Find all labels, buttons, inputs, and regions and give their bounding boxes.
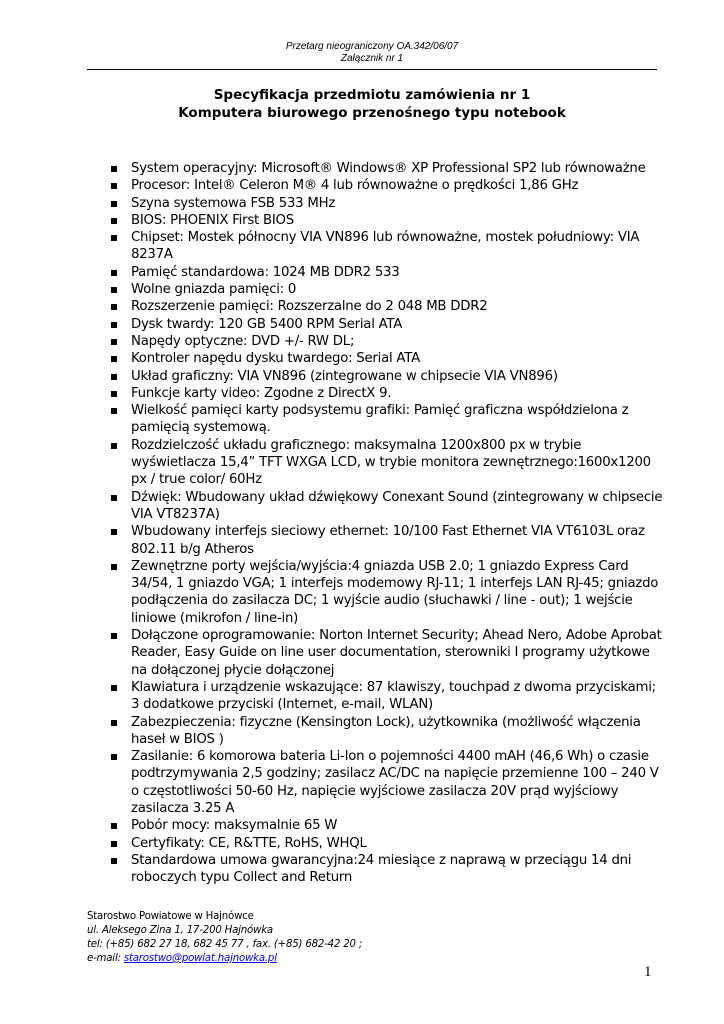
footer-email-link[interactable]: starostwo@powiat.hajnowka.pl	[123, 953, 277, 964]
spec-item	[88, 835, 668, 852]
spec-item-text: Wbudowany interfejs sieciowy ethernet: 10/100 Fast Ethernet VIA VT6103L oraz 802.11 b/g Atheros	[131, 524, 645, 557]
page-footer	[87, 910, 507, 966]
spec-item	[88, 281, 668, 298]
spec-item	[88, 385, 668, 402]
page-header	[87, 41, 657, 65]
square-bullet-icon	[111, 685, 117, 691]
spec-item-text: Szyna systemowa FSB 533 MHz	[131, 195, 336, 211]
spec-item	[88, 679, 668, 714]
spec-item-text: Dołączone oprogramowanie: Norton Internet Security; Ahead Nero, Adobe Aprobat Reader, Easy Guide on line user documentation, sterowniki I programy użytkowe na dołączonej płycie dołączonej	[131, 628, 662, 678]
spec-item-text: Certyfikaty: CE, R&TTE, RoHS, WHQL	[131, 835, 367, 851]
spec-item	[88, 264, 668, 281]
spec-item	[88, 160, 668, 177]
square-bullet-icon	[111, 322, 117, 328]
square-bullet-icon	[111, 201, 117, 207]
header-tender-reference: Przetarg nieograniczony OA.342/06/07	[285, 41, 459, 52]
page-number: 1	[644, 964, 652, 980]
spec-item-text: Zabezpieczenia: fizyczne (Kensington Lock), użytkownika (możliwość włączenia haseł w BIOS )	[131, 714, 641, 747]
square-bullet-icon	[111, 391, 117, 397]
header-divider	[87, 69, 657, 70]
square-bullet-icon	[111, 287, 117, 293]
square-bullet-icon	[111, 235, 117, 241]
spec-item	[88, 316, 668, 333]
spec-item	[88, 333, 668, 350]
square-bullet-icon	[111, 823, 117, 829]
title-line-1: Specyfikacja przedmiotu zamówienia nr 1	[213, 87, 531, 103]
square-bullet-icon	[111, 304, 117, 310]
document-title	[87, 86, 657, 122]
spec-item	[88, 558, 668, 627]
spec-item-text: Zasilanie: 6 komorowa bateria Li-Ion o pojemności 4400 mAH (46,6 Wh) o czasie podtrzymywania 2,5 godziny; zasilacz AC/DC na napięcie przemienne 100 – 240 V o częstotliwości 50-60 Hz, napięcie wyjściowe zasilacza 20V prąd wyjściowy zasilacza 3.25 A	[131, 749, 659, 816]
spec-item	[88, 212, 668, 229]
footer-organization: Starostwo Powiatowe w Hajnówce	[87, 911, 254, 922]
spec-item	[88, 714, 668, 749]
spec-item-text: Procesor: Intel® Celeron M® 4 lub równoważne o prędkości 1,86 GHz	[131, 178, 579, 194]
square-bullet-icon	[111, 356, 117, 362]
square-bullet-icon	[111, 858, 117, 864]
spec-item	[88, 748, 668, 817]
spec-item	[88, 437, 668, 489]
spec-item-text: Wielkość pamięci karty podsystemu grafiki: Pamięć graficzna współdzielona z pamięcią systemową.	[131, 403, 629, 436]
square-bullet-icon	[111, 183, 117, 189]
spec-item-text: Dźwięk: Wbudowany układ dźwiękowy Conexant Sound (zintegrowany w chipsecie VIA VT8237A)	[131, 489, 663, 522]
spec-item	[88, 817, 668, 834]
spec-item-text: Funkcje karty video: Zgodne z DirectX 9.	[131, 385, 392, 401]
header-attachment-label: Załącznik nr 1	[340, 53, 404, 64]
square-bullet-icon	[111, 166, 117, 172]
square-bullet-icon	[111, 495, 117, 501]
spec-item	[88, 852, 668, 887]
square-bullet-icon	[111, 408, 117, 414]
spec-item	[88, 627, 668, 679]
spec-item	[88, 489, 668, 524]
square-bullet-icon	[111, 754, 117, 760]
square-bullet-icon	[111, 529, 117, 535]
spec-item-text: BIOS: PHOENIX First BIOS	[131, 212, 294, 228]
spec-item	[88, 350, 668, 367]
footer-address: ul. Aleksego Zina 1, 17-200 Hajnówka	[87, 925, 273, 936]
spec-item-text: Dysk twardy: 120 GB 5400 RPM Serial ATA	[131, 316, 403, 332]
square-bullet-icon	[111, 841, 117, 847]
spec-item	[88, 402, 668, 437]
spec-item	[88, 523, 668, 558]
square-bullet-icon	[111, 339, 117, 345]
specification-list	[88, 160, 668, 886]
square-bullet-icon	[111, 564, 117, 570]
title-line-2: Komputera biurowego przenośnego typu notebook	[178, 105, 566, 121]
spec-item-text: Wolne gniazda pamięci: 0	[131, 282, 297, 298]
square-bullet-icon	[111, 720, 117, 726]
square-bullet-icon	[111, 374, 117, 380]
square-bullet-icon	[111, 270, 117, 276]
spec-item-text: Napędy optyczne: DVD +/- RW DL;	[131, 333, 355, 349]
spec-item-text: Kontroler napędu dysku twardego: Serial ATA	[131, 351, 420, 367]
square-bullet-icon	[111, 443, 117, 449]
spec-item-text: System operacyjny: Microsoft® Windows® XP Professional SP2 lub równoważne	[131, 161, 646, 176]
footer-email-line	[87, 952, 507, 966]
spec-item-text: Standardowa umowa gwarancyjna:24 miesiące z naprawą w przeciągu 14 dni roboczych typu Collect and Return	[131, 852, 632, 886]
spec-item-text: Układ graficzny: VIA VN896 (zintegrowane w chipsecie VIA VN896)	[131, 368, 558, 384]
spec-item	[88, 195, 668, 212]
square-bullet-icon	[111, 218, 117, 224]
spec-item-text: Rozszerzenie pamięci: Rozszerzalne do 2 048 MB DDR2	[131, 299, 488, 315]
spec-item-text: Pamięć standardowa: 1024 MB DDR2 533	[131, 264, 400, 280]
square-bullet-icon	[111, 633, 117, 639]
spec-item	[88, 368, 668, 385]
spec-item	[88, 229, 668, 264]
spec-item-text: Rozdzielczość układu graficznego: maksymalna 1200x800 px w trybie wyświetlacza 15,4” TFT WXGA LCD, w trybie monitora zewnętrznego:1600x1200 px / true color/ 60Hz	[131, 437, 651, 488]
spec-item	[88, 177, 668, 194]
spec-item	[88, 298, 668, 315]
footer-email-label: e-mail:	[87, 953, 124, 964]
spec-item-text: Klawiatura i urządzenie wskazujące: 87 klawiszy, touchpad z dwoma przyciskami; 3 dodatkowe przyciski (Internet, e-mail, WLAN)	[131, 679, 656, 713]
spec-item-text: Chipset: Mostek północny VIA VN896 lub równoważne, mostek południowy: VIA 8237A	[131, 230, 640, 263]
footer-phone: tel: (+85) 682 27 18, 682 45 77 , fax. (+85) 682-42 20 ;	[87, 939, 363, 950]
spec-item-text: Pobór mocy: maksymalnie 65 W	[131, 818, 338, 834]
spec-item-text: Zewnętrzne porty wejścia/wyjścia:4 gniazda USB 2.0; 1 gniazdo Express Card 34/54, 1 gniazdo VGA; 1 interfejs modemowy RJ-11; 1 interfejs LAN RJ-45; gniazdo podłączenia do zasilacza DC; 1 wyjście audio (słuchawki / line - out); 1 wejście liniowe (mikrofon / line-in)	[131, 558, 659, 626]
